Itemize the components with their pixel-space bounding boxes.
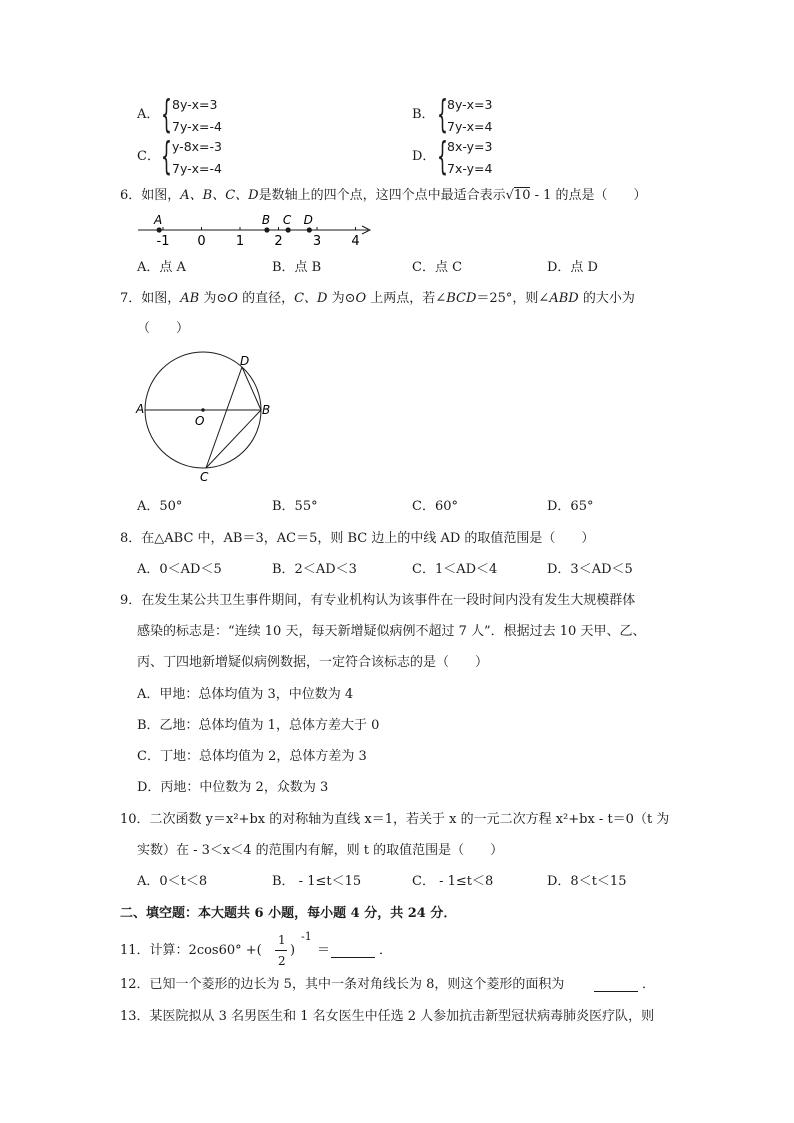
fraction-numerator: 1 — [278, 933, 286, 947]
question-10-line2: 实数）在 - 3＜x＜4 的范围内有解，则 t 的取值范围是（ ） — [137, 843, 504, 858]
tick-label: -1 — [156, 234, 170, 249]
point-label: C — [282, 213, 292, 227]
option-c: C．1＜AD＜4 — [412, 562, 498, 577]
text: 上两点，若∠ — [366, 291, 447, 306]
option-label: D． — [412, 149, 436, 164]
equation: 7y-x=-4 — [172, 161, 222, 176]
center-dot — [201, 408, 205, 412]
text: 为⊙ — [199, 291, 228, 306]
period: ． — [642, 977, 656, 992]
question-9-line2: 感染的标志是：“连续 10 天，每天新增疑似病例不超过 7 人”．根据过去 10 天甲、乙、 — [137, 624, 646, 639]
label-a: A — [136, 402, 145, 416]
question-13-line1: 13．某医院拟从 3 名男医生和 1 名女医生中任选 2 人参加抗击新型冠状病毒肺炎医疗队，则 — [120, 1009, 655, 1024]
label-b: B — [262, 403, 271, 417]
fraction-bar — [275, 950, 287, 951]
radicand: 10 — [513, 188, 531, 203]
fraction-denominator: 2 — [278, 954, 286, 968]
q9-option-b: B．乙地：总体均值为 1，总体方差大于 0 — [137, 718, 380, 733]
circle-name: O — [355, 291, 367, 306]
brace: { — [437, 134, 448, 178]
option-c: C． - 1≤t＜8 — [412, 874, 494, 889]
question-8: 8．在△ABC 中，AB＝3，AC＝5，则 BC 边上的中线 AD 的取值范围是（ ） — [120, 531, 595, 546]
q9-option-d: D．丙地：中位数为 2，众数为 3 — [137, 780, 329, 795]
point-dot — [307, 227, 312, 232]
angle-bcd: BCD — [446, 291, 477, 306]
number-line-figure — [136, 210, 376, 250]
text: 的大小为 — [578, 291, 635, 306]
angle-abd: ABD — [549, 291, 579, 306]
text: 如图， — [141, 291, 181, 306]
option-b: B．点 B — [272, 260, 322, 275]
option-label: A． — [137, 107, 160, 122]
equation: 7y-x=-4 — [172, 119, 222, 134]
section-heading: 二、填空题：本大题共 6 小题，每小题 4 分，共 24 分． — [120, 906, 457, 921]
answer-parentheses: （ ） — [137, 321, 190, 336]
point-dot — [157, 227, 162, 232]
question-6 — [120, 187, 647, 205]
q9-option-c: C．丁地：总体均值为 2，总体方差为 3 — [137, 749, 367, 764]
option-b: B． - 1≤t＜15 — [272, 874, 362, 889]
q11-prefix: 11．计算：2cos60° +( — [120, 943, 262, 958]
brace: { — [161, 92, 172, 136]
equation: 8y-x=3 — [447, 97, 493, 112]
text: 如图， — [141, 188, 181, 203]
tick-label: 4 — [351, 234, 360, 249]
point-names: C、D — [294, 291, 328, 306]
tick-label: 3 — [312, 234, 322, 249]
question-number: 7． — [120, 291, 142, 306]
point-names: A、B、C、D — [180, 188, 259, 203]
question-9-line1: 9．在发生某公共卫生事件期间，有专业机构认为该事件在一段时间内没有发生大规模群体 — [120, 593, 636, 608]
text: 的直径， — [237, 291, 295, 306]
equation: 7y-x=4 — [447, 119, 493, 134]
option-d: D．点 D — [547, 260, 598, 275]
equation: y-8x=-3 — [172, 139, 222, 154]
option-d: D．65° — [547, 499, 594, 514]
tick-label: 1 — [235, 234, 245, 249]
option-a: A．点 A — [137, 260, 186, 275]
answer-blank — [331, 945, 375, 958]
point-label: D — [303, 213, 313, 227]
exponent: -1 — [301, 930, 312, 943]
equation: 7x-y=4 — [447, 161, 493, 176]
option-label: C． — [137, 149, 160, 164]
label-o: O — [195, 414, 205, 428]
option-d: D．3＜AD＜5 — [547, 562, 633, 577]
option-label: B． — [412, 107, 435, 122]
equation: 8y-x=3 — [172, 97, 218, 112]
tick-label: 0 — [197, 234, 206, 249]
circle-name: O — [227, 291, 238, 306]
chord-cd — [206, 367, 242, 468]
option-d: D．8＜t＜15 — [547, 874, 627, 889]
brace: { — [161, 134, 172, 178]
option-a: A．0＜t＜8 — [137, 874, 208, 889]
question-10-line1: 10．二次函数 y＝x²+bx 的对称轴为直线 x＝1，若关于 x 的一元二次方程 x²+bx - t＝0（t 为 — [120, 812, 670, 827]
option-c: C．点 C — [412, 260, 463, 275]
point-dot — [264, 227, 269, 232]
tick-label: 2 — [274, 234, 283, 249]
option-a: A．0＜AD＜5 — [137, 562, 222, 577]
chord-db — [242, 367, 261, 410]
period: ． — [379, 943, 393, 958]
option-c: C．60° — [412, 499, 458, 514]
label-d: D — [240, 354, 250, 368]
text: ＝25°，则∠ — [476, 291, 550, 306]
sqrt-symbol: √ — [505, 188, 514, 203]
equals: ＝ — [317, 943, 331, 958]
question-9-line3: 丙、丁四地新增疑似病例数据，一定符合该标志的是（ ） — [137, 655, 489, 670]
text: 是数轴上的四个点，这四个点中最适合表示 — [258, 188, 506, 203]
answer-blank — [594, 979, 638, 992]
segment-ab: AB — [180, 291, 200, 306]
label-c: C — [200, 470, 209, 484]
question-7 — [120, 290, 635, 308]
point-label: B — [261, 213, 271, 227]
question-number: 6． — [120, 188, 142, 203]
circle-figure — [135, 350, 275, 485]
option-b: B．55° — [272, 499, 318, 514]
text: - 1 的点是（ ） — [530, 188, 647, 203]
option-b: B．2＜AD＜3 — [272, 562, 357, 577]
close-paren: ) — [290, 943, 296, 958]
option-a: A．50° — [137, 499, 183, 514]
q9-option-a: A．甲地：总体均值为 3，中位数为 4 — [137, 687, 354, 702]
point-dot — [286, 227, 291, 232]
point-label: A — [154, 213, 163, 227]
text: 为⊙ — [327, 291, 356, 306]
q12-text: 12．已知一个菱形的边长为 5，其中一条对角线长为 8，则这个菱形的面积为 — [120, 977, 565, 992]
brace: { — [437, 92, 448, 136]
equation: 8x-y=3 — [447, 139, 493, 154]
